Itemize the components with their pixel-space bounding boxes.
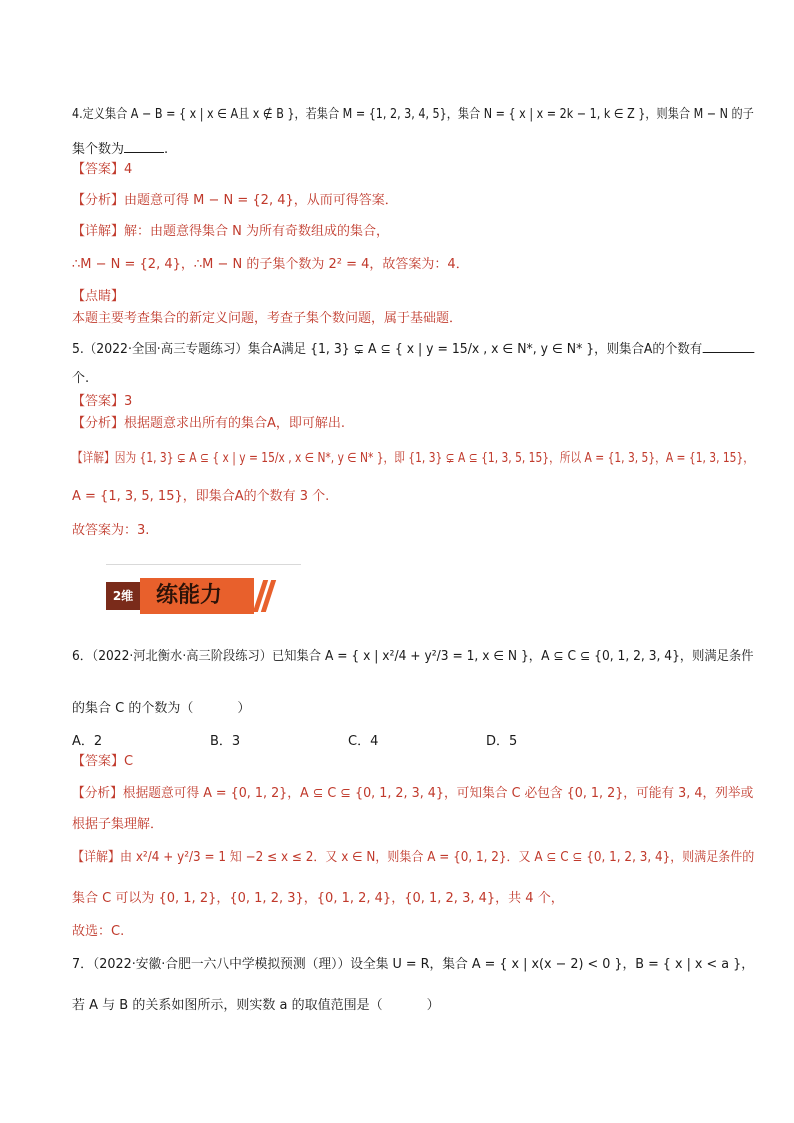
q6-answer-value: C (124, 754, 134, 769)
q7-stem-line2 (72, 996, 440, 1016)
q4-stem-end: . (164, 142, 169, 157)
q6-detail (72, 848, 754, 868)
q4-detail (72, 222, 389, 242)
q5-stem-line2: 个. (72, 371, 90, 386)
q5-answer-value: 3 (124, 394, 133, 409)
q5-final: 故答案为：3. (72, 523, 150, 538)
q4-stem-line1: 4.定义集合 A − B = { x | x ∈ A且 x ∉ B }，若集合 M = {1, 2, 3, 4, 5}，集合 N = { x | x = 2k − 1, k ∈ Z }，则集合 M − N 的子 (72, 107, 754, 122)
q6-option-b: B．3 (210, 734, 241, 749)
q6-option-a: A．2 (72, 734, 103, 749)
section-banner (106, 578, 274, 614)
q5-detail-text: 因为 {1, 3} ⊊ A ⊆ { x | y = 15/x , x ∈ N*, y ∈ N* }，即 {1, 3} ⊊ A ⊆ {1, 3, 5, 15}，所以 A = {1, 3, 5}，A = {1, 3, 15}， (114, 451, 754, 466)
q4-answer-value: 4 (124, 162, 133, 177)
q5-detail-line2: A = {1, 3, 5, 15}，即集合A的个数有 3 个. (72, 489, 330, 504)
q7-stem-line1: 7．（2022·安徽·合肥一六八中学模拟预测（理））设全集 U = R，集合 A = { x | x(x − 2) < 0 }，B = { x | x < a }， (72, 957, 755, 972)
q4-answer (72, 160, 132, 180)
q4-analysis-text: 由题意可得 M − N = {2, 4}，从而可得答案． (124, 193, 398, 208)
q5-stem-text: 5.（2022·全国·高三专题练习）集合A满足 {1, 3} ⊊ A ⊆ { x | y = 15/x , x ∈ N*, y ∈ N* }，则集合A的个数有 (72, 342, 703, 357)
q6-detail-line2: 集合 C 可以为 {0, 1, 2}，{0, 1, 2, 3}，{0, 1, 2, 4}，{0, 1, 2, 3, 4}，共 4 个， (72, 891, 564, 906)
q5-analysis (72, 414, 345, 434)
q6-final: 故选：C. (72, 924, 125, 939)
q6-stem-end: ） (237, 701, 251, 716)
q5-detail (72, 449, 754, 469)
q4-answer-blank (124, 139, 164, 153)
q4-analysis (72, 191, 398, 211)
q6-option-c: C．4 (348, 734, 379, 749)
q7-stem-text: 若 A 与 B 的关系如图所示，则实数 a 的取值范围是（ (72, 998, 383, 1013)
answer-tag: 【答案】 (72, 754, 125, 769)
section-title: 练能力 (140, 578, 254, 614)
q5-answer (72, 392, 132, 412)
q6-options (72, 732, 672, 752)
q6-answer (72, 752, 133, 772)
analysis-tag: 【分析】 (72, 786, 123, 801)
detail-tag: 【详解】 (72, 850, 121, 865)
q4-stem-text: 集个数为 (72, 142, 125, 157)
q5-stem-line1 (72, 339, 754, 360)
section-divider (106, 564, 301, 565)
q6-stem-line2 (72, 699, 250, 719)
q4-comment-tag: 【点睛】 (72, 289, 125, 304)
q6-analysis (72, 784, 753, 804)
q6-option-d: D．5 (486, 734, 518, 749)
answer-tag: 【答案】 (72, 162, 125, 177)
q4-detail-line2: ∴M − N = {2, 4}，∴M − N 的子集个数为 2² = 4，故答案为：4． (72, 257, 469, 272)
q6-analysis-line2: 根据子集理解． (72, 817, 164, 832)
q6-analysis-text: 根据题意可得 A = {0, 1, 2}，A ⊆ C ⊆ {0, 1, 2, 3, 4}，可知集合 C 必包含 {0, 1, 2}，可能有 3, 4，列举或 (122, 786, 754, 801)
analysis-tag: 【分析】 (72, 416, 125, 431)
q5-analysis-text: 根据题意求出所有的集合A，即可解出. (124, 416, 346, 431)
q6-detail-text: 由 x²/4 + y²/3 = 1 知 −2 ≤ x ≤ 2．又 x ∈ N，则集合 A = {0, 1, 2}．又 A ⊆ C ⊆ {0, 1, 2, 3, 4}，则满足条件的 (120, 850, 755, 865)
q7-stem-end: ） (426, 998, 440, 1013)
analysis-tag: 【分析】 (72, 193, 125, 208)
answer-tag: 【答案】 (72, 394, 125, 409)
q4-detail-text: 解：由题意得集合 N 为所有奇数组成的集合， (124, 224, 390, 239)
q5-answer-blank (702, 339, 754, 353)
q4-comment-text: 本题主要考查集合的新定义问题，考查子集个数问题，属于基础题． (72, 311, 463, 326)
q4-stem-line2 (72, 139, 168, 160)
detail-tag: 【详解】 (72, 451, 115, 466)
q6-stem-line1: 6．（2022·河北衡水·高三阶段练习）已知集合 A = { x | x²/4 + y²/3 = 1, x ∈ N }，A ⊆ C ⊆ {0, 1, 2, 3, 4}，则满足条件 (72, 649, 754, 664)
section-level-badge: 2维 (106, 582, 140, 610)
detail-tag: 【详解】 (72, 224, 125, 239)
q6-stem-text: 的集合 C 的个数为（ (72, 701, 194, 716)
